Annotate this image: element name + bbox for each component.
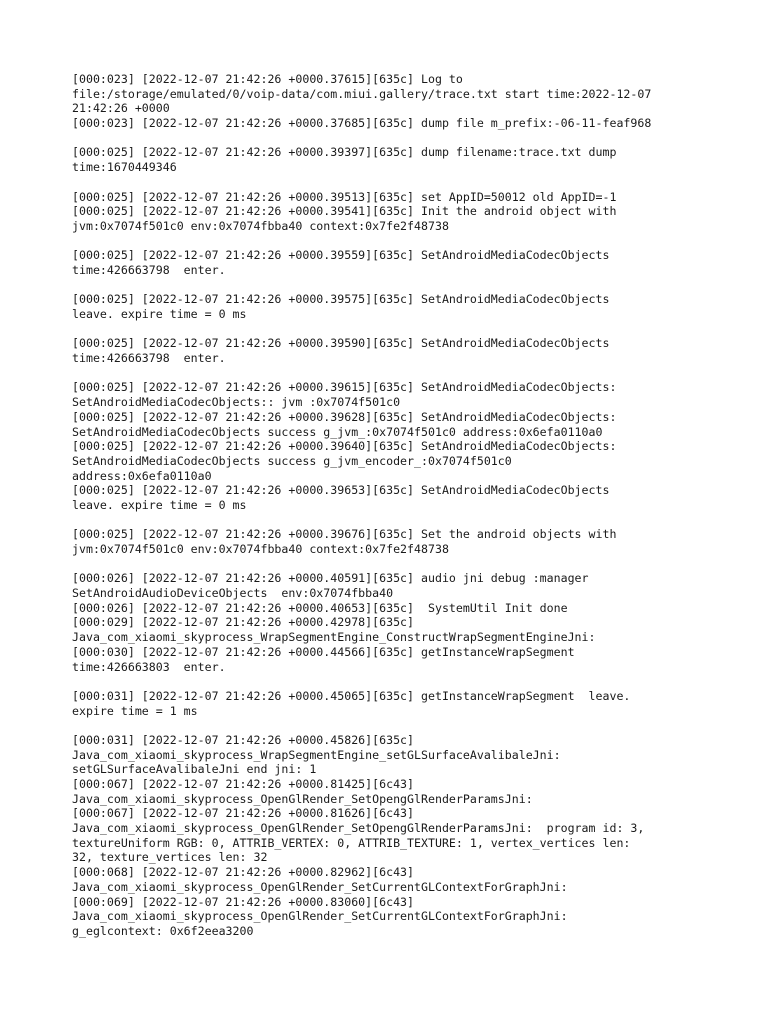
log-line: [000:023] [2022-12-07 21:42:26 +0000.37615][635c] Log to: [72, 72, 463, 86]
log-line: [000:026] [2022-12-07 21:42:26 +0000.40653][635c] SystemUtil Init done: [72, 600, 568, 615]
log-line: address:0x6efa0110a0: [72, 468, 212, 483]
log-line: [000:025] [2022-12-07 21:42:26 +0000.39590][635c] SetAndroidMediaCodecObjects: [72, 336, 610, 351]
log-line: [000:025] [2022-12-07 21:42:26 +0000.39653][635c] SetAndroidMediaCodecObjects: [72, 483, 610, 498]
log-line: Java_com_xiaomi_skyprocess_OpenGlRender_SetCurrentGLContextForGraphJni:: [72, 909, 568, 924]
log-line: Java_com_xiaomi_skyprocess_OpenGlRender_SetCurrentGLContextForGraphJni:: [72, 879, 568, 894]
log-line: jvm:0x7074f501c0 env:0x7074fbba40 context:0x7fe2f48738: [72, 218, 449, 233]
log-line: [000:068] [2022-12-07 21:42:26 +0000.82962][6c43]: [72, 865, 415, 880]
log-line: [72, 278, 712, 293]
log-line: time:426663798 enter.: [72, 262, 226, 277]
log-line: time:1670449346: [72, 160, 177, 175]
log-line: [000:025] [2022-12-07 21:42:26 +0000.39615][635c] SetAndroidMediaCodecObjects:: [72, 380, 617, 395]
log-line: [000:030] [2022-12-07 21:42:26 +0000.44566][635c] getInstanceWrapSegment: [72, 644, 575, 659]
log-line: [000:067] [2022-12-07 21:42:26 +0000.81626][6c43]: [72, 806, 415, 821]
log-line: [72, 674, 712, 689]
log-line: [72, 322, 712, 337]
log-line: [000:029] [2022-12-07 21:42:26 +0000.42978][635c]: [72, 615, 415, 630]
log-text-block: [72, 72, 712, 939]
log-line: 32, texture_vertices len: 32: [72, 850, 268, 865]
log-line: [000:031] [2022-12-07 21:42:26 +0000.45826][635c]: [72, 732, 415, 747]
log-line: [000:023] [2022-12-07 21:42:26 +0000.37685][635c] dump file m_prefix:-06-11-feaf968: [72, 116, 652, 131]
log-line: [72, 234, 712, 249]
log-line: [000:025] [2022-12-07 21:42:26 +0000.39628][635c] SetAndroidMediaCodecObjects:: [72, 409, 617, 424]
log-line: jvm:0x7074f501c0 env:0x7074fbba40 context:0x7fe2f48738: [72, 542, 449, 556]
log-line: time:426663798 enter.: [72, 351, 226, 366]
log-line: [000:031] [2022-12-07 21:42:26 +0000.45065][635c] getInstanceWrapSegment leave.: [72, 688, 631, 703]
log-line: [000:025] [2022-12-07 21:42:26 +0000.39397][635c] dump filename:trace.txt dump: [72, 145, 617, 160]
log-line: textureUniform RGB: 0, ATTRIB_VERTEX: 0, ATTRIB_TEXTURE: 1, vertex_vertices len:: [72, 835, 631, 850]
log-line: setGLSurfaceAvalibaleJni end jni: 1: [72, 762, 317, 777]
log-line: [72, 175, 712, 190]
log-line: [000:025] [2022-12-07 21:42:26 +0000.39640][635c] SetAndroidMediaCodecObjects:: [72, 439, 617, 454]
log-line: [72, 718, 712, 733]
log-line: [000:067] [2022-12-07 21:42:26 +0000.81425][6c43]: [72, 777, 415, 791]
log-line: expire time = 1 ms: [72, 703, 198, 718]
log-line: SetAndroidMediaCodecObjects success g_jvm_encoder_:0x7074f501c0: [72, 453, 512, 468]
log-line: SetAndroidMediaCodecObjects success g_jvm_:0x7074f501c0 address:0x6efa0110a0: [72, 424, 603, 439]
log-line: [000:025] [2022-12-07 21:42:26 +0000.39559][635c] SetAndroidMediaCodecObjects: [72, 248, 610, 263]
log-line: Java_com_xiaomi_skyprocess_OpenGlRender_SetOpengGlRenderParamsJni: program id: 3,: [72, 821, 645, 836]
log-line: [72, 131, 712, 146]
log-line: SetAndroidAudioDeviceObjects env:0x7074fbba40: [72, 586, 394, 601]
log-line: SetAndroidMediaCodecObjects:: jvm :0x7074f501c0: [72, 395, 401, 410]
log-line: [72, 513, 712, 528]
log-line: Java_com_xiaomi_skyprocess_WrapSegmentEngine_ConstructWrapSegmentEngineJni:: [72, 630, 596, 645]
log-line: [000:026] [2022-12-07 21:42:26 +0000.40591][635c] audio jni debug :manager: [72, 571, 589, 586]
log-line: [000:025] [2022-12-07 21:42:26 +0000.39676][635c] Set the android objects with: [72, 527, 617, 542]
log-line: time:426663803 enter.: [72, 659, 226, 674]
log-line: [000:069] [2022-12-07 21:42:26 +0000.83060][6c43]: [72, 894, 415, 909]
log-line: [000:025] [2022-12-07 21:42:26 +0000.39575][635c] SetAndroidMediaCodecObjects: [72, 292, 610, 307]
log-line: leave. expire time = 0 ms: [72, 307, 247, 321]
log-line: [000:025] [2022-12-07 21:42:26 +0000.39541][635c] Init the android object with: [72, 204, 617, 219]
log-line: Java_com_xiaomi_skyprocess_OpenGlRender_SetOpengGlRenderParamsJni:: [72, 791, 533, 806]
log-line: Java_com_xiaomi_skyprocess_WrapSegmentEngine_setGLSurfaceAvalibaleJni:: [72, 747, 561, 762]
log-line: [72, 557, 712, 572]
log-line: leave. expire time = 0 ms: [72, 497, 247, 512]
log-line: 21:42:26 +0000: [72, 101, 170, 116]
log-line: [000:025] [2022-12-07 21:42:26 +0000.39513][635c] set AppID=50012 old AppID=-1: [72, 189, 617, 204]
log-line: file:/storage/emulated/0/voip-data/com.miui.gallery/trace.txt start time:2022-12-07: [72, 86, 652, 101]
log-line: [72, 366, 712, 381]
log-line: g_eglcontext: 0x6f2eea3200: [72, 923, 254, 938]
